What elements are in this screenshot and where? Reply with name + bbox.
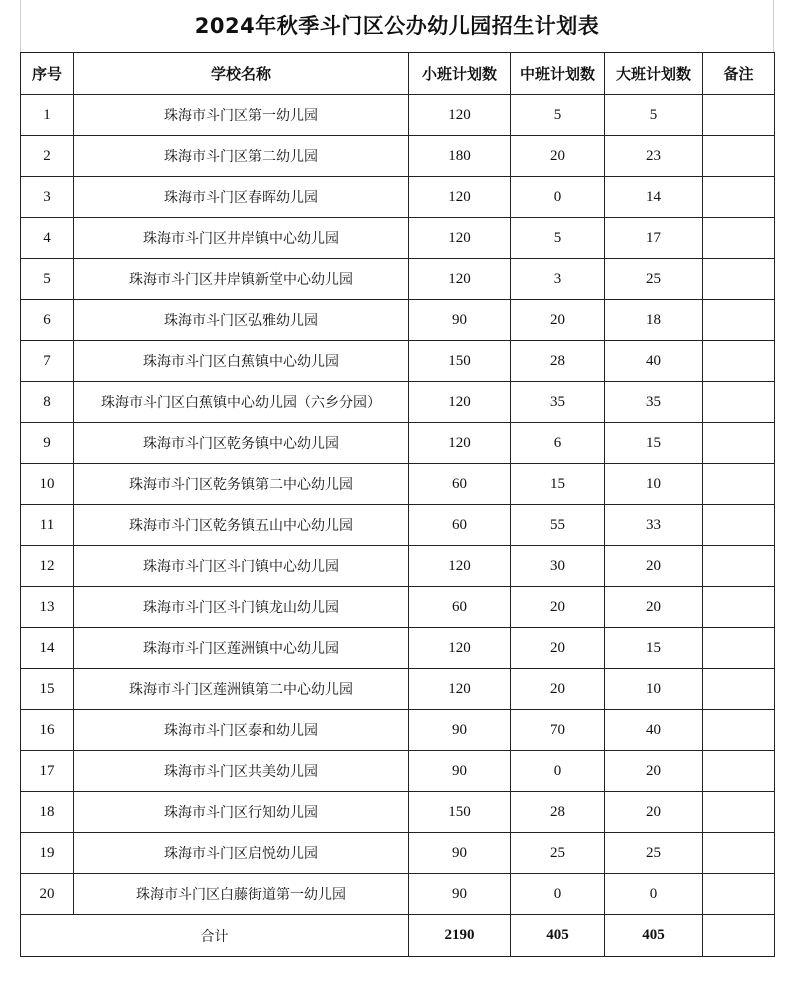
cell-middle-class: 28 (511, 341, 605, 382)
cell-large-class: 10 (605, 464, 703, 505)
cell-school-name: 珠海市斗门区井岸镇中心幼儿园 (74, 218, 409, 259)
cell-small-class: 120 (409, 177, 511, 218)
cell-small-class: 120 (409, 259, 511, 300)
cell-remarks (703, 751, 775, 792)
cell-remarks (703, 136, 775, 177)
cell-index: 19 (21, 833, 74, 874)
cell-index: 8 (21, 382, 74, 423)
total-label: 合计 (21, 915, 409, 957)
cell-index: 3 (21, 177, 74, 218)
cell-large-class: 40 (605, 341, 703, 382)
page-title: 2024年秋季斗门区公办幼儿园招生计划表 (20, 0, 774, 52)
cell-index: 4 (21, 218, 74, 259)
cell-middle-class: 55 (511, 505, 605, 546)
cell-index: 7 (21, 341, 74, 382)
cell-school-name: 珠海市斗门区春晖幼儿园 (74, 177, 409, 218)
table-row (21, 341, 775, 382)
cell-index: 15 (21, 669, 74, 710)
cell-remarks (703, 669, 775, 710)
cell-small-class: 120 (409, 546, 511, 587)
cell-school-name: 珠海市斗门区斗门镇龙山幼儿园 (74, 587, 409, 628)
cell-remarks (703, 382, 775, 423)
header-middle-class: 中班计划数 (511, 53, 605, 95)
cell-remarks (703, 300, 775, 341)
cell-index: 1 (21, 95, 74, 136)
cell-school-name: 珠海市斗门区井岸镇新堂中心幼儿园 (74, 259, 409, 300)
cell-remarks (703, 218, 775, 259)
cell-middle-class: 0 (511, 751, 605, 792)
cell-index: 18 (21, 792, 74, 833)
cell-large-class: 14 (605, 177, 703, 218)
cell-middle-class: 6 (511, 423, 605, 464)
cell-small-class: 60 (409, 587, 511, 628)
table-row (21, 874, 775, 915)
total-middle-class: 405 (511, 915, 605, 957)
total-small-class: 2190 (409, 915, 511, 957)
table-row (21, 218, 775, 259)
cell-small-class: 150 (409, 792, 511, 833)
table-row (21, 505, 775, 546)
cell-remarks (703, 628, 775, 669)
cell-remarks (703, 177, 775, 218)
cell-index: 17 (21, 751, 74, 792)
cell-middle-class: 70 (511, 710, 605, 751)
cell-middle-class: 0 (511, 177, 605, 218)
table-row (21, 300, 775, 341)
cell-remarks (703, 464, 775, 505)
cell-small-class: 180 (409, 136, 511, 177)
cell-school-name: 珠海市斗门区白蕉镇中心幼儿园（六乡分园） (74, 382, 409, 423)
cell-large-class: 0 (605, 874, 703, 915)
cell-middle-class: 0 (511, 874, 605, 915)
cell-remarks (703, 505, 775, 546)
cell-remarks (703, 710, 775, 751)
cell-school-name: 珠海市斗门区第二幼儿园 (74, 136, 409, 177)
cell-large-class: 20 (605, 587, 703, 628)
cell-large-class: 18 (605, 300, 703, 341)
cell-large-class: 20 (605, 792, 703, 833)
cell-remarks (703, 423, 775, 464)
table-row (21, 669, 775, 710)
table-row (21, 95, 775, 136)
cell-small-class: 90 (409, 710, 511, 751)
cell-small-class: 120 (409, 382, 511, 423)
table-row (21, 792, 775, 833)
header-remarks: 备注 (703, 53, 775, 95)
cell-small-class: 120 (409, 628, 511, 669)
table-row (21, 710, 775, 751)
cell-index: 16 (21, 710, 74, 751)
cell-middle-class: 30 (511, 546, 605, 587)
cell-large-class: 25 (605, 833, 703, 874)
cell-index: 5 (21, 259, 74, 300)
cell-small-class: 90 (409, 300, 511, 341)
cell-remarks (703, 833, 775, 874)
cell-small-class: 150 (409, 341, 511, 382)
cell-middle-class: 5 (511, 95, 605, 136)
table-row (21, 382, 775, 423)
cell-remarks (703, 341, 775, 382)
cell-index: 20 (21, 874, 74, 915)
cell-remarks (703, 587, 775, 628)
cell-index: 14 (21, 628, 74, 669)
cell-middle-class: 20 (511, 669, 605, 710)
header-small-class: 小班计划数 (409, 53, 511, 95)
cell-small-class: 90 (409, 874, 511, 915)
cell-large-class: 20 (605, 546, 703, 587)
cell-large-class: 20 (605, 751, 703, 792)
cell-large-class: 15 (605, 423, 703, 464)
cell-middle-class: 20 (511, 628, 605, 669)
cell-large-class: 25 (605, 259, 703, 300)
table-header (21, 53, 775, 95)
cell-school-name: 珠海市斗门区莲洲镇中心幼儿园 (74, 628, 409, 669)
cell-large-class: 10 (605, 669, 703, 710)
table-footer (21, 915, 775, 957)
cell-school-name: 珠海市斗门区莲洲镇第二中心幼儿园 (74, 669, 409, 710)
cell-remarks (703, 546, 775, 587)
table-row (21, 833, 775, 874)
cell-large-class: 23 (605, 136, 703, 177)
cell-school-name: 珠海市斗门区乾务镇五山中心幼儿园 (74, 505, 409, 546)
cell-remarks (703, 95, 775, 136)
cell-middle-class: 28 (511, 792, 605, 833)
header-large-class: 大班计划数 (605, 53, 703, 95)
cell-school-name: 珠海市斗门区白藤街道第一幼儿园 (74, 874, 409, 915)
cell-middle-class: 25 (511, 833, 605, 874)
table-row (21, 177, 775, 218)
total-row (21, 915, 775, 957)
cell-large-class: 5 (605, 95, 703, 136)
table-row (21, 136, 775, 177)
cell-index: 6 (21, 300, 74, 341)
cell-middle-class: 3 (511, 259, 605, 300)
cell-large-class: 17 (605, 218, 703, 259)
cell-school-name: 珠海市斗门区共美幼儿园 (74, 751, 409, 792)
table-body (21, 95, 775, 915)
table-row (21, 546, 775, 587)
cell-small-class: 90 (409, 833, 511, 874)
cell-large-class: 35 (605, 382, 703, 423)
cell-index: 10 (21, 464, 74, 505)
cell-small-class: 60 (409, 464, 511, 505)
cell-middle-class: 20 (511, 136, 605, 177)
table-row (21, 751, 775, 792)
cell-school-name: 珠海市斗门区乾务镇第二中心幼儿园 (74, 464, 409, 505)
cell-small-class: 90 (409, 751, 511, 792)
table-row (21, 423, 775, 464)
cell-index: 13 (21, 587, 74, 628)
table-row (21, 464, 775, 505)
cell-large-class: 15 (605, 628, 703, 669)
cell-school-name: 珠海市斗门区行知幼儿园 (74, 792, 409, 833)
cell-school-name: 珠海市斗门区弘雅幼儿园 (74, 300, 409, 341)
cell-middle-class: 35 (511, 382, 605, 423)
cell-school-name: 珠海市斗门区启悦幼儿园 (74, 833, 409, 874)
total-large-class: 405 (605, 915, 703, 957)
table-row (21, 628, 775, 669)
cell-middle-class: 5 (511, 218, 605, 259)
cell-school-name: 珠海市斗门区斗门镇中心幼儿园 (74, 546, 409, 587)
cell-large-class: 33 (605, 505, 703, 546)
cell-small-class: 120 (409, 669, 511, 710)
cell-middle-class: 20 (511, 587, 605, 628)
cell-index: 9 (21, 423, 74, 464)
cell-index: 11 (21, 505, 74, 546)
header-row (21, 53, 775, 95)
cell-remarks (703, 792, 775, 833)
cell-index: 12 (21, 546, 74, 587)
cell-index: 2 (21, 136, 74, 177)
header-school: 学校名称 (74, 53, 409, 95)
table-row (21, 259, 775, 300)
cell-school-name: 珠海市斗门区白蕉镇中心幼儿园 (74, 341, 409, 382)
cell-small-class: 120 (409, 95, 511, 136)
cell-small-class: 60 (409, 505, 511, 546)
cell-remarks (703, 259, 775, 300)
cell-school-name: 珠海市斗门区乾务镇中心幼儿园 (74, 423, 409, 464)
header-index: 序号 (21, 53, 74, 95)
cell-small-class: 120 (409, 423, 511, 464)
cell-school-name: 珠海市斗门区泰和幼儿园 (74, 710, 409, 751)
cell-remarks (703, 874, 775, 915)
table-row (21, 587, 775, 628)
cell-middle-class: 15 (511, 464, 605, 505)
enrollment-table (20, 52, 775, 957)
cell-school-name: 珠海市斗门区第一幼儿园 (74, 95, 409, 136)
cell-large-class: 40 (605, 710, 703, 751)
cell-middle-class: 20 (511, 300, 605, 341)
total-remarks (703, 915, 775, 957)
enrollment-plan-document (20, 0, 774, 957)
cell-small-class: 120 (409, 218, 511, 259)
